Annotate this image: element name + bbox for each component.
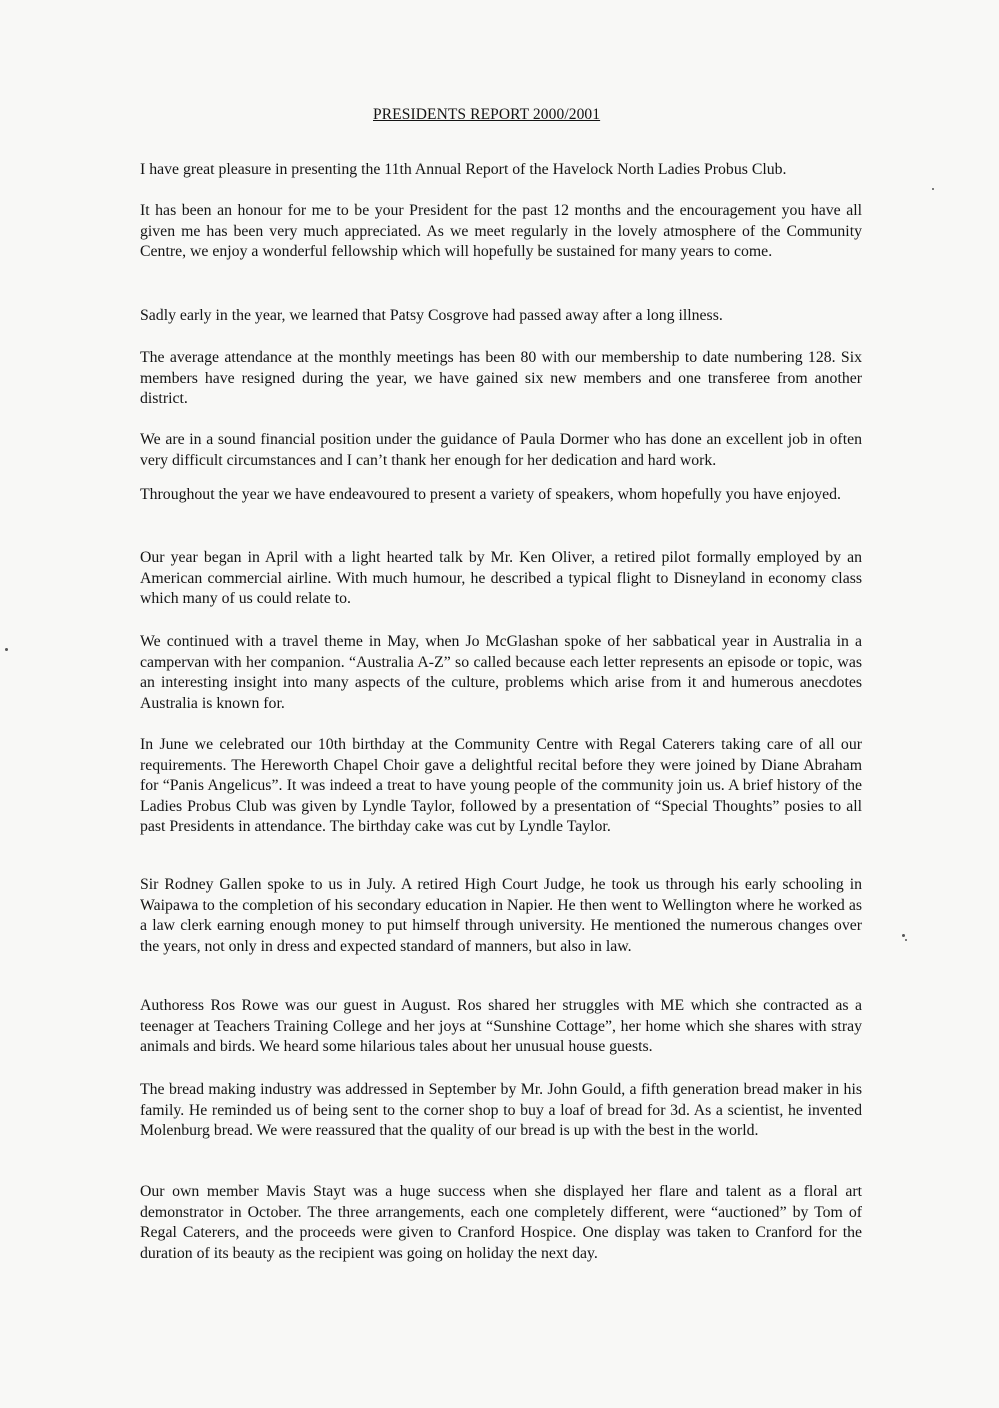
show-through-background [110,68,910,220]
paragraph-speakers: Throughout the year we have endeavoured to present a variety of speakers, whom hopefully you have enjoyed. [140,486,841,503]
paragraph-attendance: The average attendance at the monthly meetings has been 80 with our membership to date numbering 128. Six members have resigned during the year, we have gained six new members and one transferee from another district. [140,349,862,407]
document-title: PRESIDENTS REPORT 2000/2001 [373,106,601,123]
paragraph-september: The bread making industry was addressed in September by Mr. John Gould, a fifth generation bread maker in his family. He reminded us of being sent to the corner shop to buy a loaf of bread for 3d. As a scientist, he invented Molenburg bread. We were reassured that the quality of our bread is up with the best in the world. [140,1081,862,1139]
paragraph-may: We continued with a travel theme in May, when Jo McGlashan spoke of her sabbatical year in Australia in a campervan with her companion. “Australia A-Z” so called because each letter represents an episode or topic, was an interesting insight into many aspects of the culture, problems which arise from it and humerous anecdotes Australia is known for. [140,633,862,712]
speck-mark [905,939,907,941]
paragraph-honour: It has been an honour for me to be your President for the past 12 months and the encouragement you have all given me has been very much appreciated. As we meet regularly in the lovely atmosphere of the Community Centre, we enjoy a wonderful fellowship which will hopefully be sustained for many years to come. [140,202,862,260]
speck-mark [902,934,905,937]
speck-mark [932,188,934,190]
paragraph-intro: I have great pleasure in presenting the 11th Annual Report of the Havelock North Ladies Probus Club. [140,161,787,178]
paragraph-october: Our own member Mavis Stayt was a huge success when she displayed her flare and talent as a floral art demonstrator in October. The three arrangements, each one completely different, were “auctioned” by Tom of Regal Caterers, and the proceeds were given to Cranford Hospice. One display was taken to Cranford for the duration of its beauty as the recipient was going on holiday the next day. [140,1183,862,1262]
paragraph-april: Our year began in April with a light hearted talk by Mr. Ken Oliver, a retired pilot formally employed by an American commercial airline. With much humour, he described a typical flight to Disneyland in economy class which many of us could relate to. [140,549,862,607]
paragraph-july: Sir Rodney Gallen spoke to us in July. A retired High Court Judge, he took us through his early schooling in Waipawa to the completion of his secondary education in Napier. He then went to Wellington where he worked as a law clerk earning enough money to put himself through university. He mentioned the numerous changes over the years, not only in dress and expected standard of manners, but also in law. [140,876,862,955]
paragraph-august: Authoress Ros Rowe was our guest in August. Ros shared her struggles with ME which she contracted as a teenager at Teachers Training College and her joys at “Sunshine Cottage”, her home which she shares with stray animals and birds. We heard some hilarious tales about her unusual house guests. [140,997,862,1055]
speck-mark [5,648,8,651]
paragraph-obituary: Sadly early in the year, we learned that Patsy Cosgrove had passed away after a long illness. [140,307,723,324]
paragraph-june: In June we celebrated our 10th birthday at the Community Centre with Regal Caterers taking care of all our requirements. The Hereworth Chapel Choir gave a delightful recital before they were joined by Diane Abraham for “Panis Angelicus”. It was indeed a treat to have young people of the community join us. A brief history of the Ladies Probus Club was given by Lyndle Taylor, followed by a presentation of “Special Thoughts” posies to all past Presidents in attendance. The birthday cake was cut by Lyndle Taylor. [140,736,862,835]
paragraph-finances: We are in a sound financial position under the guidance of Paula Dormer who has done an excellent job in often very difficult circumstances and I can’t thank her enough for her dedication and hard work. [140,431,862,469]
